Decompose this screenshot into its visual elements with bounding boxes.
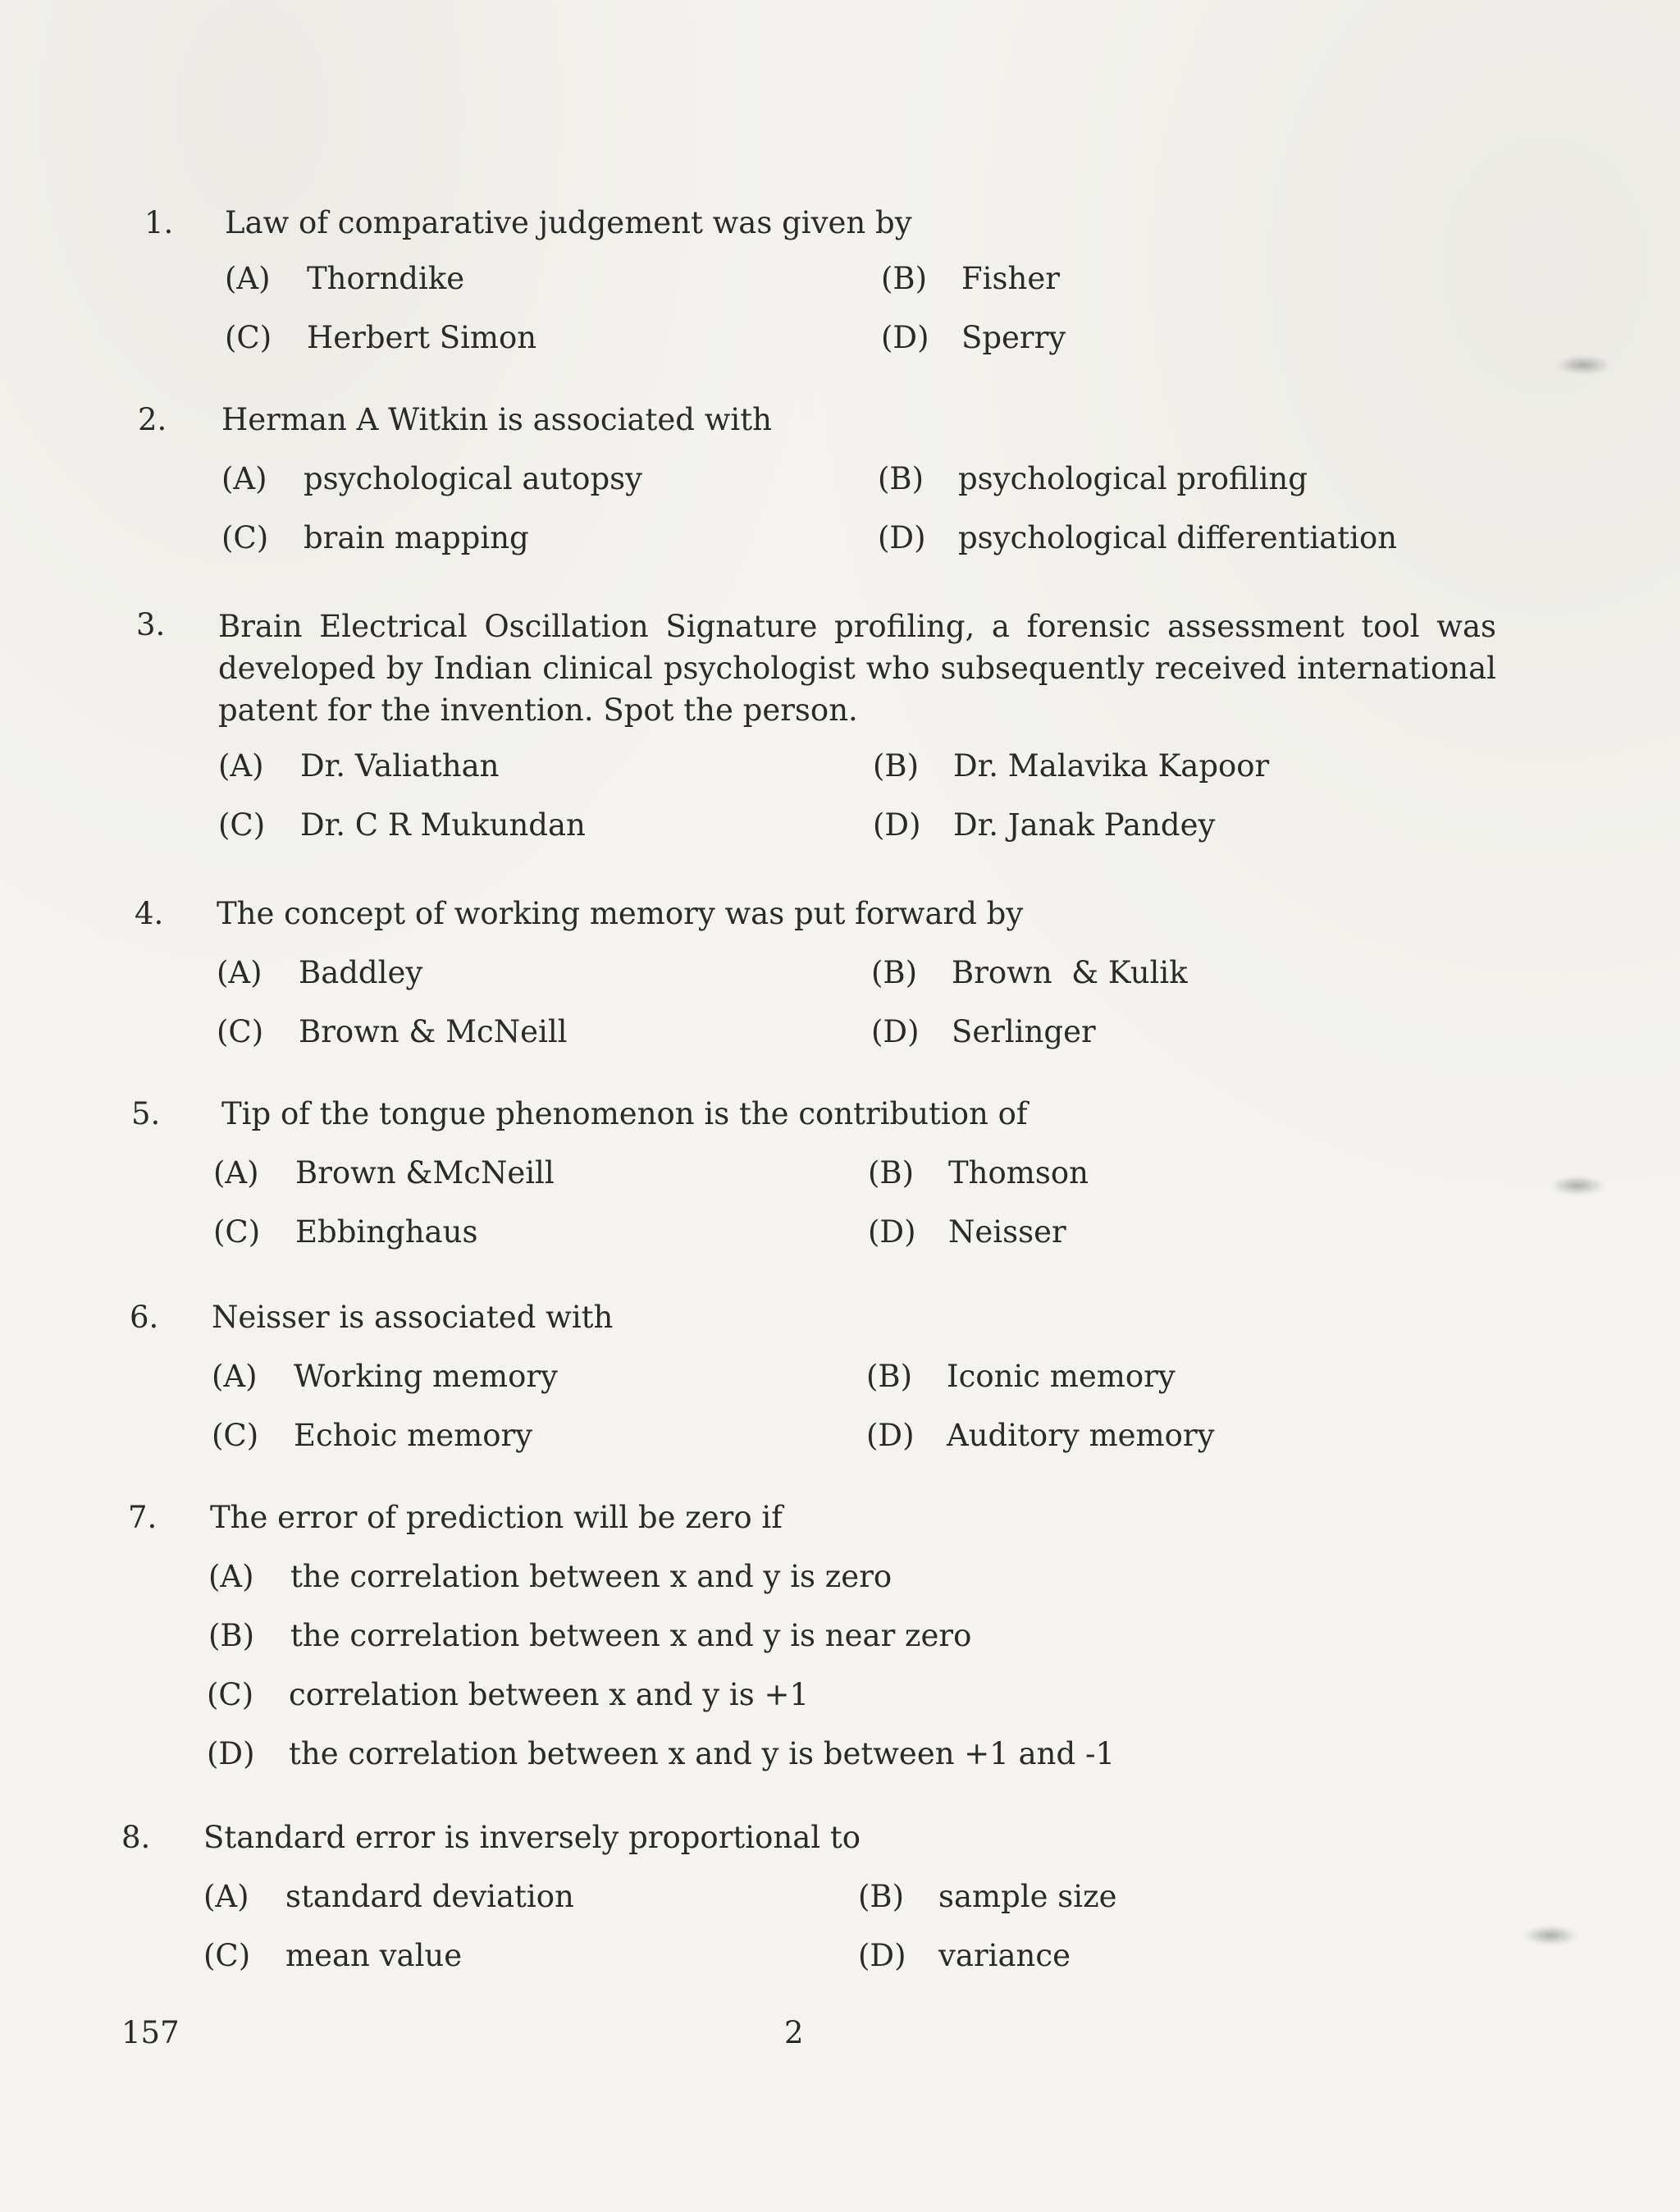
option-text: standard deviation: [285, 1879, 574, 1914]
option-a: [217, 953, 422, 993]
option-a: [213, 1154, 555, 1193]
question-6: [130, 1298, 1524, 1462]
option-d: [881, 318, 1066, 358]
question-number: 8.: [121, 1820, 151, 1855]
question-number: 7.: [128, 1500, 158, 1535]
option-letter: (D): [878, 520, 926, 555]
option-text: Dr. Valiathan: [300, 748, 500, 784]
option-b: [868, 1154, 1089, 1193]
option-text: Neisser: [948, 1214, 1066, 1250]
option-letter: (B): [868, 1155, 915, 1191]
question-number: 5.: [131, 1096, 161, 1131]
option-letter: (C): [203, 1938, 251, 1973]
option-letter: (D): [873, 807, 921, 843]
option-text: Echoic memory: [294, 1418, 533, 1453]
option-letter: (C): [225, 320, 272, 355]
question-text: Brain Electrical Oscillation Signature profiling, a forensic assessment tool was developed by Indian clinical psychologist who subsequently received international patent for the invention. Spot the person.: [218, 609, 1496, 728]
option-c: [225, 318, 536, 358]
option-text: psychological profiling: [958, 461, 1308, 496]
option-c: [213, 1213, 477, 1252]
scan-speck: [1549, 1175, 1606, 1196]
page-number: 2: [784, 2015, 804, 2050]
option-letter: (C): [207, 1677, 254, 1712]
option-letter: (C): [213, 1214, 261, 1250]
option-letter: (B): [873, 748, 920, 784]
option-a: [218, 747, 500, 786]
option-letter: (A): [218, 748, 264, 784]
question-text: Law of comparative judgement was given by: [225, 205, 912, 240]
option-d: [868, 1213, 1066, 1252]
option-text: Auditory memory: [947, 1418, 1215, 1453]
option-letter: (A): [213, 1155, 259, 1191]
option-text: Dr. Malavika Kapoor: [953, 748, 1270, 784]
option-text: the correlation between x and y is near zero: [290, 1618, 972, 1653]
question-number: 6.: [130, 1300, 159, 1335]
question-2: [138, 400, 1532, 564]
option-text: correlation between x and y is +1: [289, 1677, 809, 1712]
option-letter: (B): [881, 261, 928, 296]
option-letter: (C): [218, 807, 266, 843]
option-text: the correlation between x and y is between +1 and -1: [289, 1736, 1115, 1771]
option-c: [221, 519, 529, 558]
option-text: Herbert Simon: [307, 320, 537, 355]
option-d: [871, 1012, 1096, 1052]
option-c: [217, 1012, 568, 1052]
question-7: [128, 1498, 1522, 1777]
option-d: [866, 1416, 1215, 1456]
option-letter: (B): [871, 955, 918, 990]
question-text: Tip of the tongue phenomenon is the contribution of: [221, 1096, 1028, 1131]
question-text: Neisser is associated with: [212, 1300, 614, 1335]
option-text: Brown & McNeill: [299, 1014, 568, 1049]
option-a: [212, 1357, 558, 1396]
option-a: [221, 459, 642, 499]
option-text: Sperry: [961, 320, 1066, 355]
question-4: [135, 894, 1529, 1058]
option-text: Brown &McNeill: [295, 1155, 555, 1191]
option-a: [203, 1877, 574, 1917]
option-b: [866, 1357, 1176, 1396]
option-letter: (A): [212, 1359, 258, 1394]
question-number: 1.: [144, 205, 174, 240]
option-text: Iconic memory: [947, 1359, 1176, 1394]
option-c: [212, 1416, 532, 1456]
option-text: Dr. C R Mukundan: [300, 807, 586, 843]
option-b: [881, 259, 1060, 299]
option-text: Serlinger: [952, 1014, 1096, 1049]
option-b: [858, 1877, 1117, 1917]
option-text: Fisher: [961, 261, 1060, 296]
option-letter: (D): [868, 1214, 916, 1250]
option-letter: (A): [221, 461, 267, 496]
option-c: [203, 1936, 462, 1976]
option-b: [873, 747, 1269, 786]
option-text: Thorndike: [307, 261, 465, 296]
question-text: The concept of working memory was put forward by: [217, 896, 1024, 931]
option-d: [858, 1936, 1071, 1976]
option-letter: (D): [871, 1014, 920, 1049]
option-letter: (D): [207, 1736, 255, 1771]
option-c: [218, 806, 586, 845]
option-a: [225, 259, 464, 299]
option-letter: (D): [881, 320, 929, 355]
option-text: the correlation between x and y is zero: [290, 1559, 892, 1594]
question-5: [131, 1095, 1526, 1259]
question-text: The error of prediction will be zero if: [210, 1500, 783, 1535]
option-text: Working memory: [294, 1359, 558, 1394]
question-number: 2.: [138, 402, 167, 437]
question-8: [121, 1818, 1516, 1982]
option-text: Dr. Janak Pandey: [953, 807, 1216, 843]
option-text: sample size: [938, 1879, 1117, 1914]
question-text: Standard error is inversely proportional to: [203, 1820, 861, 1855]
option-letter: (C): [221, 520, 269, 555]
scan-speck: [1522, 1925, 1579, 1946]
option-letter: (C): [212, 1418, 259, 1453]
question-1: [139, 203, 1534, 368]
option-text: Baddley: [299, 955, 423, 990]
option-letter: (B): [858, 1879, 905, 1914]
option-text: brain mapping: [304, 520, 529, 555]
option-letter: (A): [225, 261, 271, 296]
option-letter: (A): [217, 955, 262, 990]
option-letter: (D): [866, 1418, 915, 1453]
option-a: [208, 1557, 892, 1597]
question-text: Herman A Witkin is associated with: [221, 402, 772, 437]
option-text: psychological autopsy: [304, 461, 643, 496]
option-b: [208, 1616, 971, 1656]
paper-code: 157: [121, 2015, 180, 2050]
option-letter: (B): [878, 461, 924, 496]
option-letter: (B): [866, 1359, 913, 1394]
option-letter: (A): [203, 1879, 249, 1914]
option-letter: (C): [217, 1014, 264, 1049]
option-text: mean value: [285, 1938, 463, 1973]
option-c: [207, 1675, 809, 1715]
option-text: psychological differentiation: [958, 520, 1398, 555]
option-d: [873, 806, 1215, 845]
option-text: Brown & Kulik: [952, 955, 1188, 990]
option-d: [207, 1734, 1115, 1774]
question-number: 4.: [135, 896, 164, 931]
option-text: Thomson: [948, 1155, 1089, 1191]
option-d: [878, 519, 1397, 558]
option-b: [878, 459, 1308, 499]
question-number: 3.: [136, 607, 166, 642]
option-text: Ebbinghaus: [295, 1214, 478, 1250]
question-3: [136, 606, 1531, 843]
option-letter: (A): [208, 1559, 254, 1594]
option-letter: (D): [858, 1938, 906, 1973]
option-letter: (B): [208, 1618, 255, 1653]
option-text: variance: [938, 1938, 1071, 1973]
option-b: [871, 953, 1188, 993]
scan-speck: [1554, 354, 1612, 376]
